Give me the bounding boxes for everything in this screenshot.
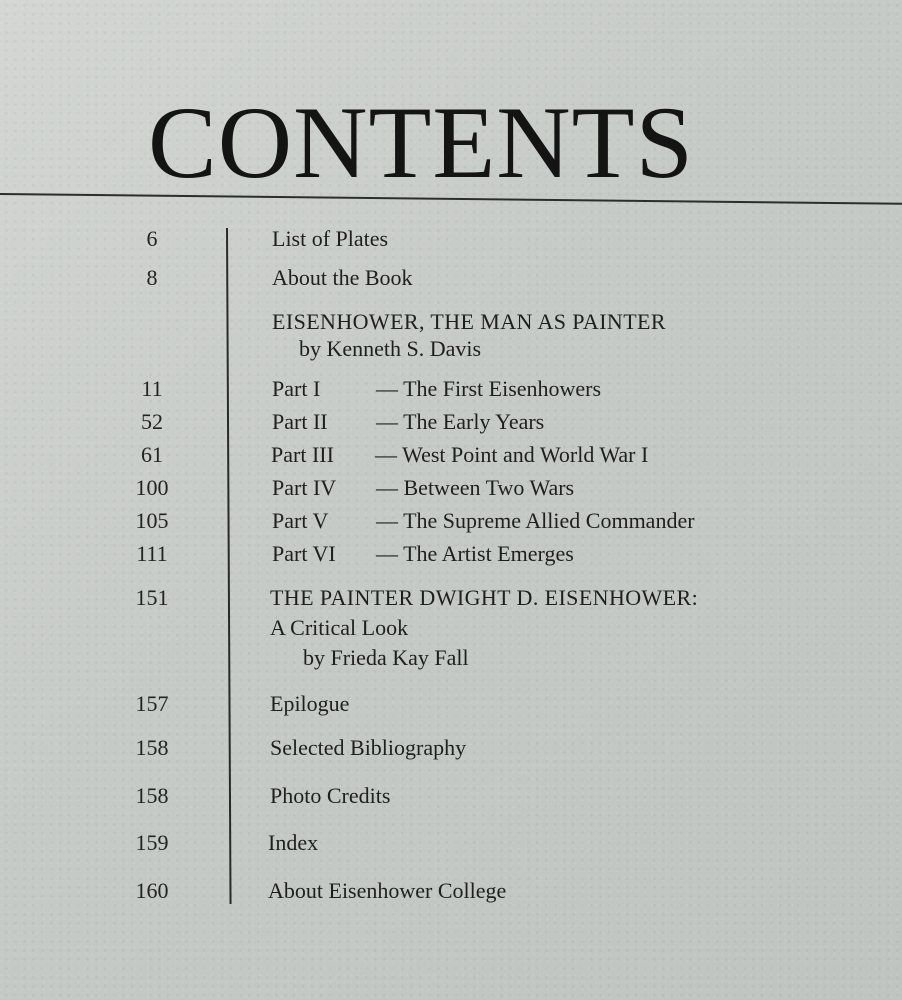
section-subtitle: A Critical Look <box>270 615 409 640</box>
part-title: — The Supreme Allied Commander <box>376 508 695 533</box>
entry-page-number: 158 <box>135 783 169 808</box>
part-label: Part III <box>271 442 334 467</box>
entry-page-number: 158 <box>135 735 169 760</box>
part-label: Part I <box>272 376 321 401</box>
column-divider <box>226 228 232 904</box>
part-title: — The Early Years <box>376 409 545 434</box>
part-entry <box>272 477 574 499</box>
part-entry <box>272 510 695 532</box>
entry-page-number: 159 <box>135 830 169 855</box>
entry-title: About Eisenhower College <box>268 878 507 903</box>
part-page-number: 105 <box>135 508 169 533</box>
entry-page-number: 160 <box>135 878 169 903</box>
section-byline: by Frieda Kay Fall <box>303 645 469 670</box>
part-page-number: 11 <box>141 376 163 401</box>
entry-page-number: 6 <box>146 226 158 251</box>
section-title: EISENHOWER, THE MAN AS PAINTER <box>272 309 666 334</box>
part-entry <box>272 411 544 433</box>
entry-title: About the Book <box>272 265 413 290</box>
entry-title: List of Plates <box>272 226 389 251</box>
part-title: — The Artist Emerges <box>376 541 574 566</box>
part-page-number: 61 <box>141 442 163 467</box>
part-entry <box>271 444 648 466</box>
part-page-number: 52 <box>141 409 163 434</box>
page-title: CONTENTS <box>148 86 694 200</box>
part-page-number: 111 <box>136 541 168 566</box>
entry-page-number: 151 <box>135 585 169 610</box>
part-entry <box>272 378 601 400</box>
part-page-number: 100 <box>135 475 169 500</box>
entry-title: Index <box>268 830 319 855</box>
entry-page-number: 8 <box>146 265 158 290</box>
part-entry <box>272 543 574 565</box>
part-label: Part VI <box>272 541 336 566</box>
entry-title: Selected Bibliography <box>270 735 467 760</box>
entry-title: Photo Credits <box>270 783 391 808</box>
part-title: — Between Two Wars <box>376 475 575 500</box>
part-title: — West Point and World War I <box>375 442 649 467</box>
entry-title: Epilogue <box>270 691 350 716</box>
section-title: THE PAINTER DWIGHT D. EISENHOWER: <box>270 585 699 610</box>
entry-page-number: 157 <box>135 691 169 716</box>
part-label: Part IV <box>272 475 337 500</box>
part-title: — The First Eisenhowers <box>376 376 602 401</box>
section-byline: by Kenneth S. Davis <box>299 336 482 361</box>
part-label: Part II <box>272 409 328 434</box>
part-label: Part V <box>272 508 329 533</box>
